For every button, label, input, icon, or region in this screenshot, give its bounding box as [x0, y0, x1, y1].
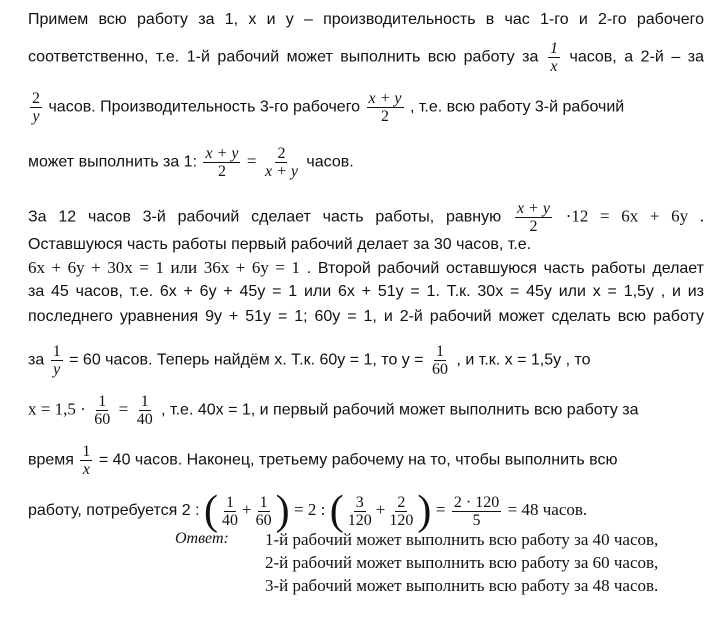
fraction-x-plus-y-over-2	[203, 145, 240, 180]
fraction-denominator: 40	[136, 411, 153, 428]
fraction-denominator: x + y	[264, 163, 298, 180]
fraction-numerator: 1	[259, 493, 268, 511]
left-parenthesis: (	[203, 488, 218, 534]
text-line-2	[28, 40, 704, 75]
text-line-9: последнего уравнения 9y + 51y = 1; 60y = 1, и 2-й рабочий может сделать всю работу	[28, 308, 704, 325]
left-parenthesis: (	[329, 488, 344, 534]
fraction-numerator: 2	[32, 90, 40, 107]
text-line-4	[28, 145, 354, 180]
text-fragment: часов. Производительность 3-го рабочего	[48, 98, 361, 116]
fraction-numerator: 1	[549, 40, 558, 57]
fraction-1-over-60	[430, 343, 450, 378]
fraction-numerator: 1	[52, 343, 61, 360]
fraction-numerator: 1	[225, 493, 234, 511]
fraction-denominator: 60	[255, 511, 272, 529]
fraction-denominator: 2	[529, 218, 538, 235]
text-fragment: время	[28, 451, 74, 469]
fraction-denominator: 2	[217, 163, 226, 180]
fraction-denominator: y	[32, 108, 40, 125]
answer-line-2: 2-й рабочий может выполнить всю работу за 60 часов,	[265, 553, 659, 572]
fraction-numerator: 2 · 120	[453, 493, 500, 511]
text-fragment: работу, потребуется 2 :	[28, 502, 200, 520]
text-fragment: соответственно, т.е. 1-й рабочий может выполнить всю работу за	[28, 48, 539, 66]
fraction-denominator: 2	[381, 108, 390, 125]
fraction-x-plus-y-over-2	[515, 200, 552, 235]
text-line-13	[28, 490, 587, 532]
fraction-numerator: x + y	[516, 200, 550, 217]
fraction-denominator: 60	[94, 411, 111, 428]
text-fragment: ·12 = 6x + 6y .	[565, 206, 704, 226]
answer-line-3: 3-й рабочий может выполнить всю работу за 48 часов.	[265, 576, 659, 595]
text-line-8: за 45 часов, т.е. 6x + 6y + 45y = 1 или 6x + 51y = 1. Т.к. 30x = 45y или x = 1,5y , и из	[28, 283, 704, 300]
fraction-denominator: 5	[472, 511, 481, 529]
fraction-1-over-40	[135, 393, 155, 428]
right-parenthesis: )	[275, 488, 290, 534]
text-line-11	[28, 393, 639, 428]
text-fragment: за	[28, 351, 45, 369]
fraction-denominator: 40	[221, 511, 238, 529]
fraction-2-over-120	[387, 494, 415, 529]
answer-label: Ответ:	[175, 530, 229, 547]
text-fragment: x = 1,5 ·	[28, 399, 86, 419]
fraction-denominator: 120	[347, 511, 372, 529]
equals-sign: =	[435, 500, 446, 520]
text-fragment: = 60 часов. Теперь найдём x. Т.к. 60y = 1, то y =	[69, 351, 424, 369]
fraction-numerator: x + y	[368, 90, 402, 107]
text-line-10	[28, 343, 591, 378]
text-fragment: часов.	[306, 153, 354, 171]
answer-line-1: 1-й рабочий может выполнить всю работу за 40 часов,	[265, 530, 659, 549]
fraction-denominator: 60	[432, 361, 449, 378]
fraction-numerator: 1	[140, 393, 149, 410]
text-line-6: Оставшуюся часть работы первый рабочий делает за 30 часов, т.е.	[28, 236, 532, 253]
fraction-1-over-60	[92, 393, 112, 428]
text-fragment: , т.е. всю работу 3-й рабочий	[409, 98, 625, 116]
equals-sign: =	[118, 399, 129, 419]
plus-sign: +	[375, 500, 386, 520]
text-fragment: , и т.к. x = 1,5y , то	[456, 351, 591, 369]
fraction-denominator: 120	[389, 511, 414, 529]
text-fragment: За 12 часов 3-й рабочий сделает часть работы, равную	[28, 208, 502, 226]
fraction-2-over-y	[30, 90, 42, 125]
fraction-3-over-120	[346, 494, 374, 529]
fraction-numerator: x + y	[205, 145, 239, 162]
equals-sign: =	[246, 151, 257, 171]
text-fragment: = 48 часов.	[507, 500, 588, 520]
text-fragment: 6x + 6y + 30x = 1 или 36x + 6y = 1	[28, 258, 300, 277]
text-line-12	[28, 443, 617, 478]
fraction-numerator: 1	[436, 343, 445, 360]
fraction-1-over-y	[51, 343, 63, 378]
text-line-1: Примем всю работу за 1, x и y – производительность в час 1-го и 2-го рабочего	[28, 11, 704, 28]
text-fragment: = 40 часов. Наконец, третьему рабочему на то, чтобы выполнить всю	[98, 451, 618, 469]
fraction-numerator: 3	[355, 493, 364, 511]
text-line-3	[28, 90, 624, 125]
fraction-1-over-x	[80, 443, 92, 478]
text-fragment: = 2 :	[294, 500, 326, 520]
fraction-1-over-60	[254, 494, 274, 529]
fraction-x-plus-y-over-2	[367, 90, 404, 125]
fraction-2x120-over-5	[452, 494, 501, 529]
text-fragment: , т.е. 40x = 1, и первый рабочий может выполнить всю работу за	[161, 401, 639, 419]
fraction-2-over-x-plus-y	[263, 145, 300, 180]
plus-sign: +	[241, 500, 252, 520]
fraction-numerator: 2	[277, 145, 286, 162]
right-parenthesis: )	[417, 488, 432, 534]
text-fragment: часов, а 2-й – за	[569, 48, 705, 66]
fraction-denominator: y	[53, 361, 61, 378]
fraction-1-over-x	[548, 40, 560, 75]
fraction-numerator: 2	[397, 493, 406, 511]
fraction-numerator: 1	[82, 443, 91, 460]
text-line-5	[28, 200, 704, 235]
fraction-numerator: 1	[98, 393, 107, 410]
fraction-denominator: x	[82, 461, 90, 478]
fraction-1-over-40	[220, 494, 240, 529]
text-fragment: . Второй рабочий оставшуюся часть работы делает	[306, 260, 704, 277]
text-fragment: может выполнить за 1:	[28, 153, 198, 171]
fraction-denominator: x	[550, 58, 558, 75]
text-line-7	[28, 258, 704, 279]
